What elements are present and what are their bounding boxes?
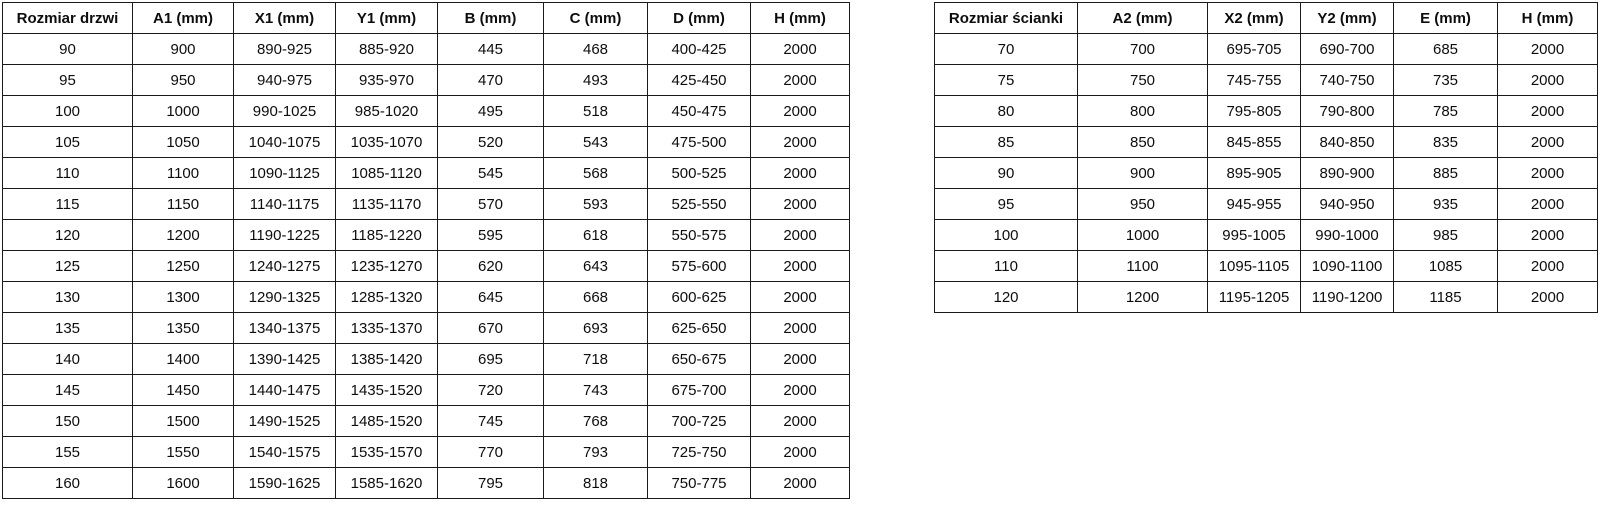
- table-cell: 645: [438, 282, 544, 313]
- table-cell: 1035-1070: [336, 127, 438, 158]
- table-cell: 940-975: [234, 65, 336, 96]
- table-row: [935, 127, 1598, 158]
- table-cell: 105: [3, 127, 133, 158]
- table-cell: 1100: [1078, 251, 1208, 282]
- table-cell: 1590-1625: [234, 468, 336, 499]
- table-cell: 1285-1320: [336, 282, 438, 313]
- table-cell: 135: [3, 313, 133, 344]
- column-header: H (mm): [1498, 3, 1598, 34]
- table-cell: 2000: [1498, 65, 1598, 96]
- table-cell: 520: [438, 127, 544, 158]
- table-cell: 1190-1225: [234, 220, 336, 251]
- table-cell: 1290-1325: [234, 282, 336, 313]
- table-cell: 1490-1525: [234, 406, 336, 437]
- table-cell: 718: [544, 344, 648, 375]
- table-cell: 543: [544, 127, 648, 158]
- table-cell: 795: [438, 468, 544, 499]
- table-cell: 835: [1394, 127, 1498, 158]
- table-cell: 2000: [751, 189, 850, 220]
- table-cell: 1450: [133, 375, 234, 406]
- table-cell: 1000: [133, 96, 234, 127]
- table-cell: 620: [438, 251, 544, 282]
- table-cell: 150: [3, 406, 133, 437]
- table-cell: 670: [438, 313, 544, 344]
- table-cell: 2000: [751, 437, 850, 468]
- table-cell: 685: [1394, 34, 1498, 65]
- table-cell: 570: [438, 189, 544, 220]
- table-row: [3, 34, 850, 65]
- table-row: [3, 282, 850, 313]
- table-cell: 1135-1170: [336, 189, 438, 220]
- table-cell: 445: [438, 34, 544, 65]
- table-cell: 2000: [751, 65, 850, 96]
- table-cell: 1350: [133, 313, 234, 344]
- table-cell: 935: [1394, 189, 1498, 220]
- table-cell: 1250: [133, 251, 234, 282]
- table-cell: 1385-1420: [336, 344, 438, 375]
- table-cell: 1400: [133, 344, 234, 375]
- table-cell: 525-550: [648, 189, 751, 220]
- table-cell: 120: [935, 282, 1078, 313]
- table-cell: 1090-1125: [234, 158, 336, 189]
- table-cell: 2000: [1498, 220, 1598, 251]
- table-cell: 885: [1394, 158, 1498, 189]
- table-row: [935, 251, 1598, 282]
- table-cell: 945-955: [1208, 189, 1301, 220]
- table-cell: 1585-1620: [336, 468, 438, 499]
- table-cell: 2000: [751, 34, 850, 65]
- table-cell: 850: [1078, 127, 1208, 158]
- table-cell: 120: [3, 220, 133, 251]
- table-cell: 1390-1425: [234, 344, 336, 375]
- table-cell: 650-675: [648, 344, 751, 375]
- table-cell: 895-905: [1208, 158, 1301, 189]
- table-cell: 600-625: [648, 282, 751, 313]
- table-cell: 1500: [133, 406, 234, 437]
- column-header: Y1 (mm): [336, 3, 438, 34]
- table-row: [3, 406, 850, 437]
- table-cell: 690-700: [1301, 34, 1394, 65]
- table-cell: 1240-1275: [234, 251, 336, 282]
- table-cell: 575-600: [648, 251, 751, 282]
- column-header: D (mm): [648, 3, 751, 34]
- table-cell: 2000: [751, 468, 850, 499]
- table-cell: 495: [438, 96, 544, 127]
- table-cell: 990-1025: [234, 96, 336, 127]
- table-cell: 818: [544, 468, 648, 499]
- table-row: [3, 313, 850, 344]
- table-cell: 845-855: [1208, 127, 1301, 158]
- table-cell: 160: [3, 468, 133, 499]
- table-row: [3, 220, 850, 251]
- column-header: E (mm): [1394, 3, 1498, 34]
- table-cell: 2000: [751, 127, 850, 158]
- table-cell: 950: [133, 65, 234, 96]
- table-cell: 1335-1370: [336, 313, 438, 344]
- table-cell: 940-950: [1301, 189, 1394, 220]
- table-row: [3, 437, 850, 468]
- table-cell: 2000: [751, 406, 850, 437]
- table-cell: 90: [3, 34, 133, 65]
- table-cell: 2000: [751, 313, 850, 344]
- table-cell: 795-805: [1208, 96, 1301, 127]
- column-header: Y2 (mm): [1301, 3, 1394, 34]
- table-cell: 793: [544, 437, 648, 468]
- table-cell: 1600: [133, 468, 234, 499]
- table-cell: 1435-1520: [336, 375, 438, 406]
- table-row: [935, 158, 1598, 189]
- wall-dimensions-table: [934, 2, 1598, 313]
- table-cell: 2000: [751, 220, 850, 251]
- table-cell: 2000: [751, 282, 850, 313]
- table-cell: 1090-1100: [1301, 251, 1394, 282]
- table-cell: 750-775: [648, 468, 751, 499]
- table-cell: 95: [935, 189, 1078, 220]
- table-row: [935, 96, 1598, 127]
- table-cell: 493: [544, 65, 648, 96]
- table-cell: 595: [438, 220, 544, 251]
- column-header: A1 (mm): [133, 3, 234, 34]
- table-cell: 2000: [1498, 34, 1598, 65]
- table-cell: 518: [544, 96, 648, 127]
- table-cell: 1185: [1394, 282, 1498, 313]
- table-row: [935, 65, 1598, 96]
- table-row: [935, 220, 1598, 251]
- table-cell: 900: [133, 34, 234, 65]
- table-cell: 2000: [1498, 127, 1598, 158]
- table-cell: 125: [3, 251, 133, 282]
- table-cell: 1085-1120: [336, 158, 438, 189]
- table-cell: 900: [1078, 158, 1208, 189]
- table-cell: 2000: [751, 251, 850, 282]
- table-cell: 475-500: [648, 127, 751, 158]
- column-header: X2 (mm): [1208, 3, 1301, 34]
- table-cell: 130: [3, 282, 133, 313]
- table-cell: 643: [544, 251, 648, 282]
- table-cell: 425-450: [648, 65, 751, 96]
- table-cell: 85: [935, 127, 1078, 158]
- table-cell: 1200: [1078, 282, 1208, 313]
- column-header: Rozmiar drzwi: [3, 3, 133, 34]
- table-cell: 985: [1394, 220, 1498, 251]
- table-row: [935, 34, 1598, 65]
- table-cell: 840-850: [1301, 127, 1394, 158]
- table-cell: 1140-1175: [234, 189, 336, 220]
- table-cell: 950: [1078, 189, 1208, 220]
- table-cell: 2000: [1498, 251, 1598, 282]
- table-cell: 400-425: [648, 34, 751, 65]
- table-row: [935, 189, 1598, 220]
- table-cell: 1150: [133, 189, 234, 220]
- table-row: [935, 282, 1598, 313]
- table-cell: 725-750: [648, 437, 751, 468]
- table-cell: 785: [1394, 96, 1498, 127]
- table-row: [3, 468, 850, 499]
- header-row: [935, 3, 1598, 34]
- header-row: [3, 3, 850, 34]
- table-cell: 95: [3, 65, 133, 96]
- table-cell: 1550: [133, 437, 234, 468]
- table-cell: 1185-1220: [336, 220, 438, 251]
- table-cell: 75: [935, 65, 1078, 96]
- table-cell: 110: [935, 251, 1078, 282]
- column-header: B (mm): [438, 3, 544, 34]
- table-row: [3, 375, 850, 406]
- table-cell: 90: [935, 158, 1078, 189]
- table-cell: 468: [544, 34, 648, 65]
- table-cell: 695: [438, 344, 544, 375]
- table-cell: 1485-1520: [336, 406, 438, 437]
- table-row: [3, 344, 850, 375]
- table-cell: 750: [1078, 65, 1208, 96]
- table-cell: 1100: [133, 158, 234, 189]
- table-cell: 145: [3, 375, 133, 406]
- table-cell: 693: [544, 313, 648, 344]
- table-cell: 1050: [133, 127, 234, 158]
- table-cell: 990-1000: [1301, 220, 1394, 251]
- table-cell: 790-800: [1301, 96, 1394, 127]
- table-cell: 1040-1075: [234, 127, 336, 158]
- table-cell: 740-750: [1301, 65, 1394, 96]
- table-cell: 770: [438, 437, 544, 468]
- table-cell: 593: [544, 189, 648, 220]
- table-cell: 618: [544, 220, 648, 251]
- table-cell: 700: [1078, 34, 1208, 65]
- table-cell: 885-920: [336, 34, 438, 65]
- table-cell: 1095-1105: [1208, 251, 1301, 282]
- table-row: [3, 158, 850, 189]
- column-header: C (mm): [544, 3, 648, 34]
- table-cell: 550-575: [648, 220, 751, 251]
- table-row: [3, 96, 850, 127]
- table-cell: 720: [438, 375, 544, 406]
- table-cell: 2000: [1498, 282, 1598, 313]
- column-header: Rozmiar ścianki: [935, 3, 1078, 34]
- table-cell: 675-700: [648, 375, 751, 406]
- table-cell: 2000: [751, 158, 850, 189]
- table-cell: 2000: [751, 96, 850, 127]
- table-cell: 1195-1205: [1208, 282, 1301, 313]
- column-header: H (mm): [751, 3, 850, 34]
- table-cell: 140: [3, 344, 133, 375]
- table-cell: 1190-1200: [1301, 282, 1394, 313]
- table-cell: 2000: [1498, 96, 1598, 127]
- table-cell: 1085: [1394, 251, 1498, 282]
- table-cell: 100: [3, 96, 133, 127]
- table-cell: 625-650: [648, 313, 751, 344]
- table-cell: 100: [935, 220, 1078, 251]
- table-cell: 890-900: [1301, 158, 1394, 189]
- table-cell: 735: [1394, 65, 1498, 96]
- table-cell: 1000: [1078, 220, 1208, 251]
- column-header: A2 (mm): [1078, 3, 1208, 34]
- table-cell: 110: [3, 158, 133, 189]
- table-cell: 2000: [1498, 189, 1598, 220]
- table-cell: 800: [1078, 96, 1208, 127]
- column-header: X1 (mm): [234, 3, 336, 34]
- table-cell: 470: [438, 65, 544, 96]
- table-cell: 890-925: [234, 34, 336, 65]
- table-cell: 500-525: [648, 158, 751, 189]
- table-cell: 1340-1375: [234, 313, 336, 344]
- table-cell: 1300: [133, 282, 234, 313]
- table-cell: 935-970: [336, 65, 438, 96]
- table-cell: 1535-1570: [336, 437, 438, 468]
- table-cell: 1440-1475: [234, 375, 336, 406]
- table-cell: 450-475: [648, 96, 751, 127]
- table-cell: 695-705: [1208, 34, 1301, 65]
- table-cell: 745-755: [1208, 65, 1301, 96]
- table-row: [3, 127, 850, 158]
- table-cell: 995-1005: [1208, 220, 1301, 251]
- door-dimensions-table: [2, 2, 850, 499]
- table-cell: 700-725: [648, 406, 751, 437]
- table-cell: 2000: [1498, 158, 1598, 189]
- table-cell: 1540-1575: [234, 437, 336, 468]
- table-cell: 2000: [751, 344, 850, 375]
- table-cell: 2000: [751, 375, 850, 406]
- table-row: [3, 65, 850, 96]
- table-row: [3, 189, 850, 220]
- table-cell: 155: [3, 437, 133, 468]
- table-cell: 568: [544, 158, 648, 189]
- table-cell: 70: [935, 34, 1078, 65]
- table-cell: 745: [438, 406, 544, 437]
- table-cell: 1235-1270: [336, 251, 438, 282]
- table-row: [3, 251, 850, 282]
- table-cell: 115: [3, 189, 133, 220]
- table-cell: 668: [544, 282, 648, 313]
- table-cell: 545: [438, 158, 544, 189]
- table-cell: 768: [544, 406, 648, 437]
- table-cell: 80: [935, 96, 1078, 127]
- table-cell: 985-1020: [336, 96, 438, 127]
- table-cell: 743: [544, 375, 648, 406]
- table-cell: 1200: [133, 220, 234, 251]
